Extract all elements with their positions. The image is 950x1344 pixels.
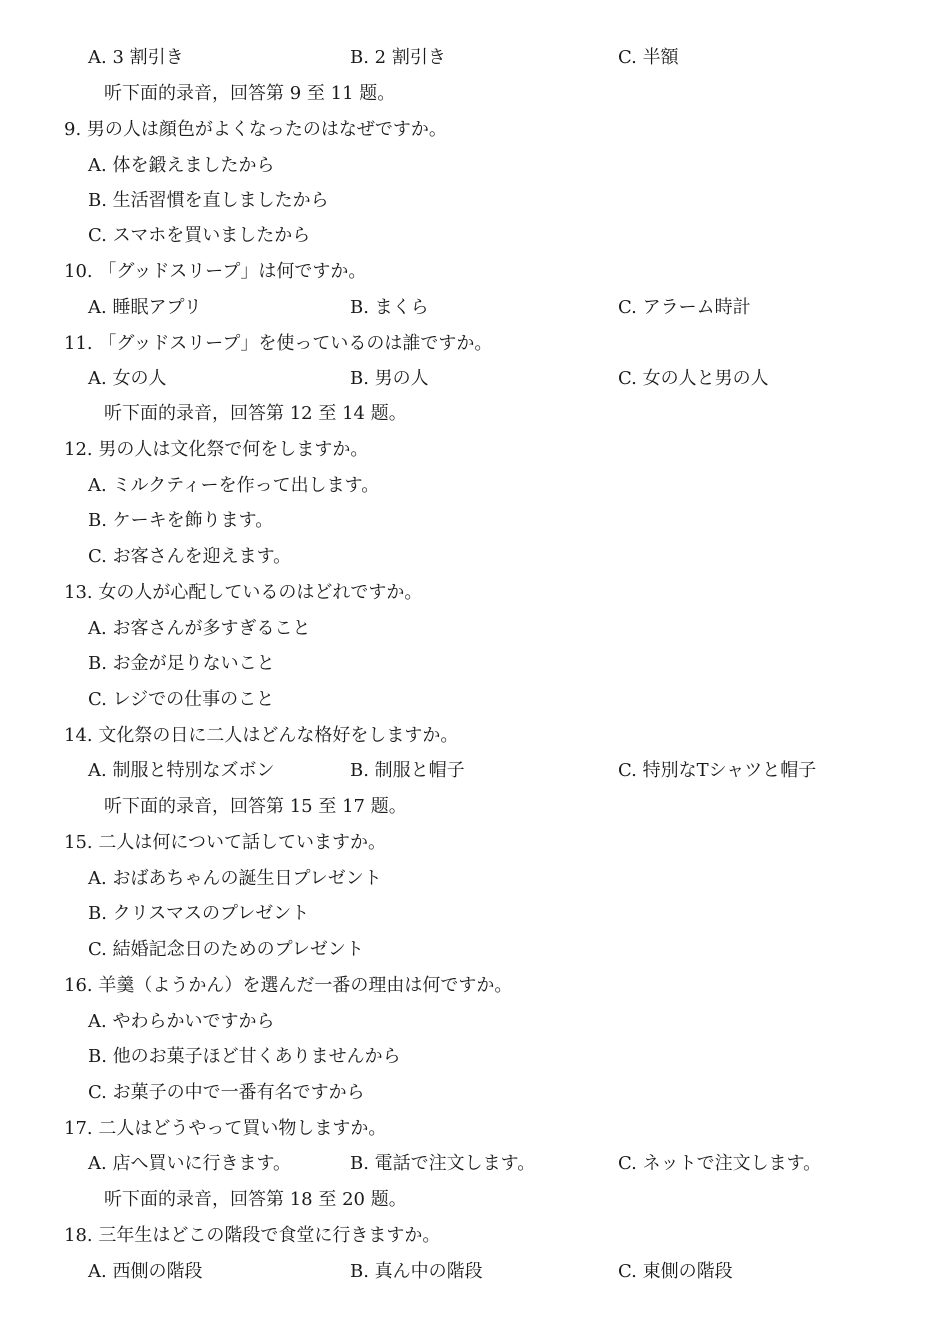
q14-options-row xyxy=(0,757,950,785)
option-c: C. 半額 xyxy=(618,47,679,68)
question-9: 9. 男の人は顔色がよくなったのはなぜですか。 xyxy=(64,119,447,140)
q12-option-a: A. ミルクティーを作って出します。 xyxy=(88,475,380,496)
instruction-9-11: 听下面的录音，回答第 9 至 11 题。 xyxy=(104,83,396,104)
q12-option-b: B. ケーキを飾ります。 xyxy=(88,510,274,531)
instruction-15-17: 听下面的录音，回答第 15 至 17 题。 xyxy=(104,796,407,817)
q11-option-c: C. 女の人と男の人 xyxy=(618,368,769,389)
q13-option-a: A. お客さんが多すぎること xyxy=(88,618,311,639)
q16-option-c: C. お菓子の中で一番有名ですから xyxy=(88,1082,365,1103)
q11-option-b: B. 男の人 xyxy=(350,368,429,389)
q10-option-c: C. アラーム時計 xyxy=(618,297,751,318)
instruction-12-14: 听下面的录音，回答第 12 至 14 题。 xyxy=(104,403,407,424)
q10-options-row xyxy=(0,294,950,322)
question-17: 17. 二人はどうやって買い物しますか。 xyxy=(64,1118,387,1139)
option-a: A. 3 割引き xyxy=(88,47,184,68)
q15-option-c: C. 結婚記念日のためのプレゼント xyxy=(88,939,364,960)
q14-option-a: A. 制服と特別なズボン xyxy=(88,760,275,781)
q14-option-c: C. 特別なTシャツと帽子 xyxy=(618,760,817,781)
q13-option-c: C. レジでの仕事のこと xyxy=(88,689,275,710)
question-13: 13. 女の人が心配しているのはどれですか。 xyxy=(64,582,423,603)
q15-option-b: B. クリスマスのプレゼント xyxy=(88,903,310,924)
q14-option-b: B. 制服と帽子 xyxy=(350,760,465,781)
question-18: 18. 三年生はどこの階段で食堂に行きますか。 xyxy=(64,1225,441,1246)
question-16: 16. 羊羹（ようかん）を選んだ一番の理由は何ですか。 xyxy=(64,975,513,996)
q18-option-b: B. 真ん中の階段 xyxy=(350,1261,483,1282)
q9-option-a: A. 体を鍛えましたから xyxy=(88,155,275,176)
q18-option-a: A. 西側の階段 xyxy=(88,1261,203,1282)
q9-option-b: B. 生活習慣を直しましたから xyxy=(88,190,329,211)
q10-option-a: A. 睡眠アプリ xyxy=(88,297,202,318)
q17-option-a: A. 店へ買いに行きます。 xyxy=(88,1153,292,1174)
q10-option-b: B. まくら xyxy=(350,297,429,318)
q18-option-c: C. 東側の階段 xyxy=(618,1261,733,1282)
q16-option-a: A. やわらかいですから xyxy=(88,1011,275,1032)
q11-options-row xyxy=(0,365,950,393)
q13-option-b: B. お金が足りないこと xyxy=(88,653,275,674)
q17-option-c: C. ネットで注文します。 xyxy=(618,1153,822,1174)
question-10: 10. 「グッドスリープ」は何ですか。 xyxy=(64,261,367,282)
q18-options-row xyxy=(0,1258,950,1286)
question-14: 14. 文化祭の日に二人はどんな格好をしますか。 xyxy=(64,725,459,746)
q9-option-c: C. スマホを買いましたから xyxy=(88,225,311,246)
question-12: 12. 男の人は文化祭で何をしますか。 xyxy=(64,439,369,460)
q17-option-b: B. 電話で注文します。 xyxy=(350,1153,536,1174)
question-15: 15. 二人は何について話していますか。 xyxy=(64,832,386,853)
instruction-18-20: 听下面的录音，回答第 18 至 20 题。 xyxy=(104,1189,407,1210)
q15-option-a: A. おばあちゃんの誕生日プレゼント xyxy=(88,868,382,889)
option-b: B. 2 割引き xyxy=(350,47,446,68)
q17-options-row xyxy=(0,1150,950,1178)
q12-option-c: C. お客さんを迎えます。 xyxy=(88,546,292,567)
q8-options-row xyxy=(0,44,950,72)
q16-option-b: B. 他のお菓子ほど甘くありませんから xyxy=(88,1046,401,1067)
question-11: 11. 「グッドスリープ」を使っているのは誰ですか。 xyxy=(64,333,493,354)
q11-option-a: A. 女の人 xyxy=(88,368,167,389)
